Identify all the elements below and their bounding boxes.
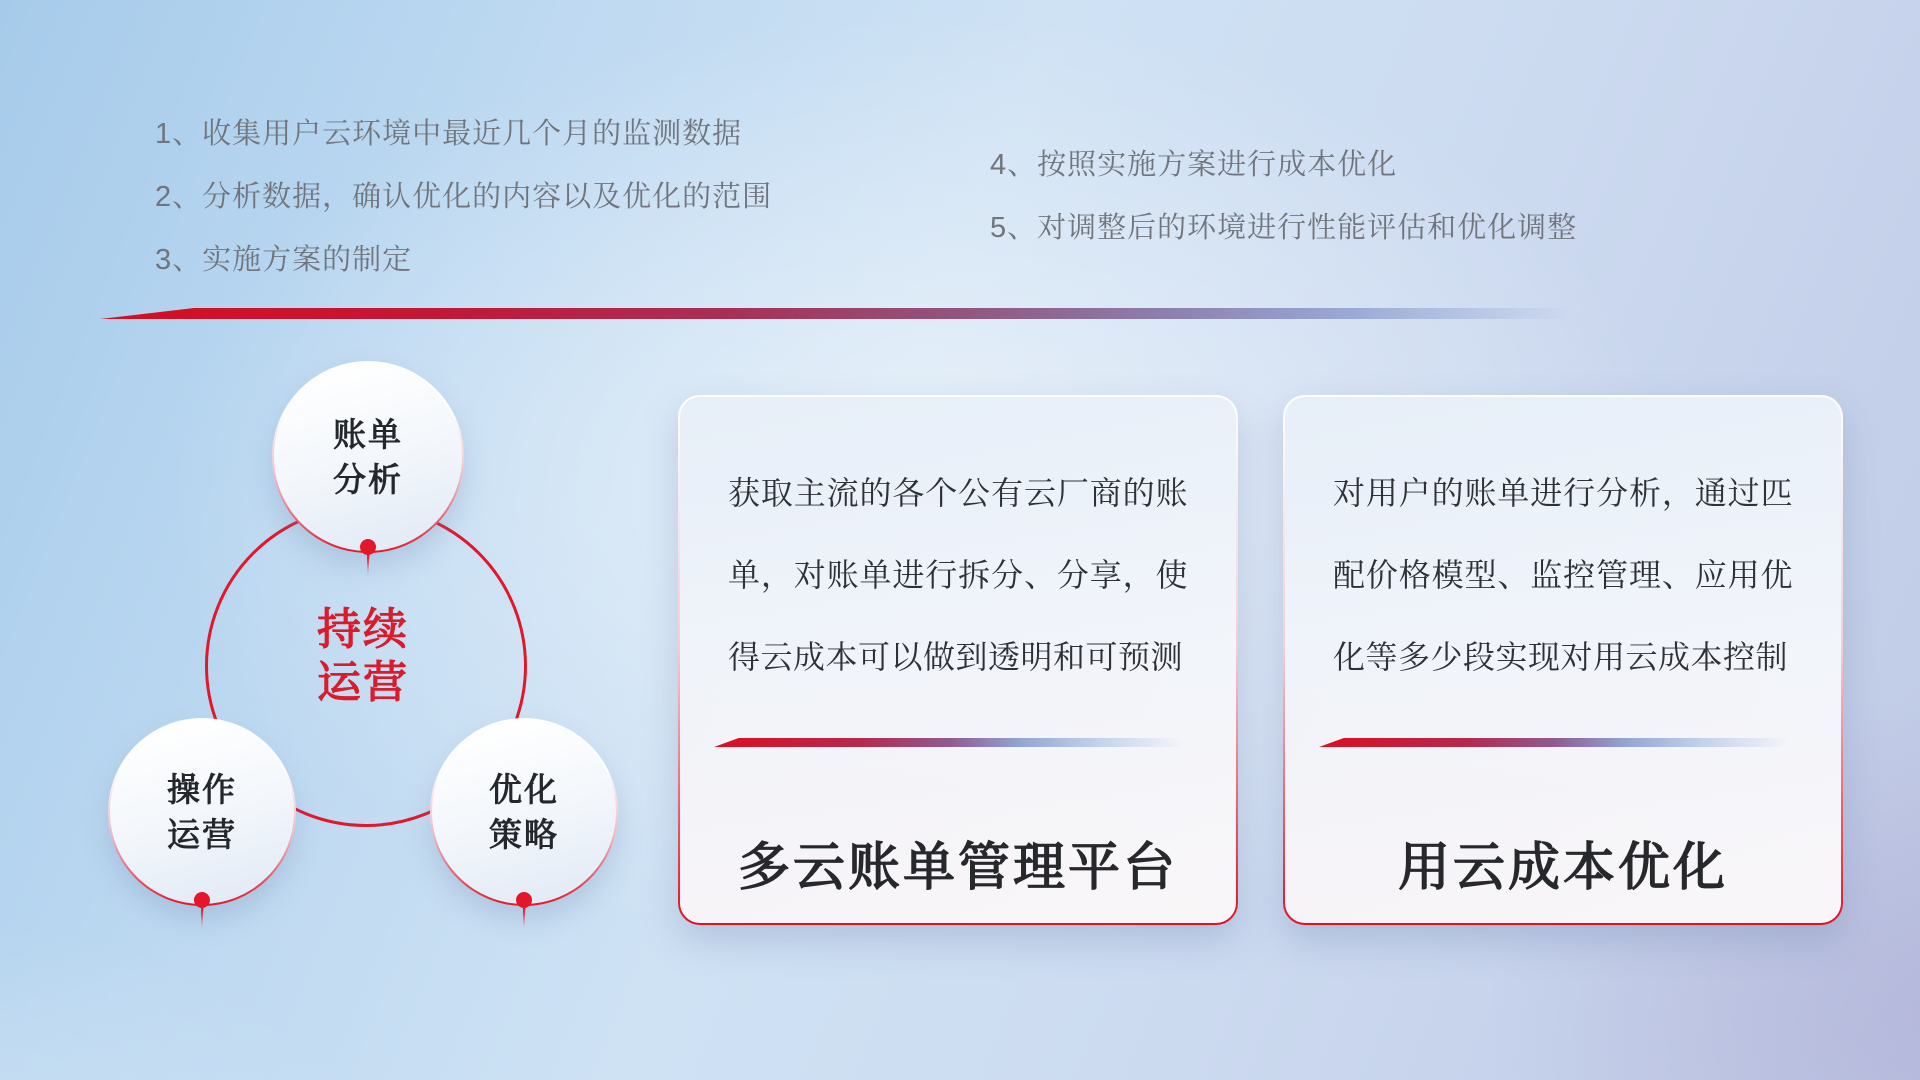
- card-cloud-cost-optimization: [1283, 395, 1843, 925]
- node-pin-icon: [516, 892, 532, 930]
- pin-dot-icon: [194, 892, 210, 908]
- pin-tail-icon: [523, 908, 526, 930]
- process-steps-right: [990, 134, 1577, 260]
- pin-dot-icon: [516, 892, 532, 908]
- process-steps-left: [155, 103, 772, 292]
- node-operation-ops: [108, 718, 296, 906]
- section-divider-line: [100, 308, 1666, 319]
- cycle-center-line1: 持续: [317, 605, 409, 654]
- step-item-3: 3、实施方案的制定: [155, 244, 413, 276]
- node-label-line: 操作: [167, 771, 237, 808]
- card-divider-line: [714, 738, 1208, 747]
- node-label-line: 策略: [489, 816, 559, 853]
- node-bill-analysis: [272, 361, 464, 553]
- node-optimize-strategy-label: [489, 767, 559, 857]
- card-body-text: 对用户的账单进行分析，通过匹配价格模型、监控管理、应用优化等多少段实现对用云成本控制: [1333, 475, 1793, 675]
- node-pin-icon: [360, 539, 376, 577]
- node-bill-analysis-label: [333, 412, 403, 502]
- pin-dot-icon: [360, 539, 376, 555]
- cycle-center-label: [205, 603, 521, 709]
- step-item-5: 5、对调整后的环境进行性能评估和优化调整: [990, 212, 1578, 244]
- step-item-1: 1、收集用户云环境中最近几个月的监测数据: [155, 118, 743, 150]
- node-operation-ops-label: [167, 767, 237, 857]
- node-label-line: 优化: [489, 771, 559, 808]
- node-label-line: 运营: [167, 816, 237, 853]
- node-pin-icon: [194, 892, 210, 930]
- step-item-2: 2、分析数据，确认优化的内容以及优化的范围: [155, 181, 773, 213]
- pin-tail-icon: [201, 908, 204, 930]
- cycle-center-line2: 运营: [317, 658, 409, 707]
- pin-tail-icon: [367, 555, 370, 577]
- node-label-line: 分析: [333, 461, 403, 498]
- card-multicloud-billing-platform: [678, 395, 1238, 925]
- node-label-line: 账单: [333, 416, 403, 453]
- card-body-text: 获取主流的各个公有云厂商的账单，对账单进行拆分、分享，使得云成本可以做到透明和可预测: [728, 475, 1188, 675]
- card-title: 用云成本优化: [1397, 839, 1728, 897]
- card-title: 多云账单管理平台: [737, 839, 1178, 897]
- card-divider-line: [1319, 738, 1813, 747]
- step-item-4: 4、按照实施方案进行成本优化: [990, 149, 1398, 181]
- node-optimize-strategy: [430, 718, 618, 906]
